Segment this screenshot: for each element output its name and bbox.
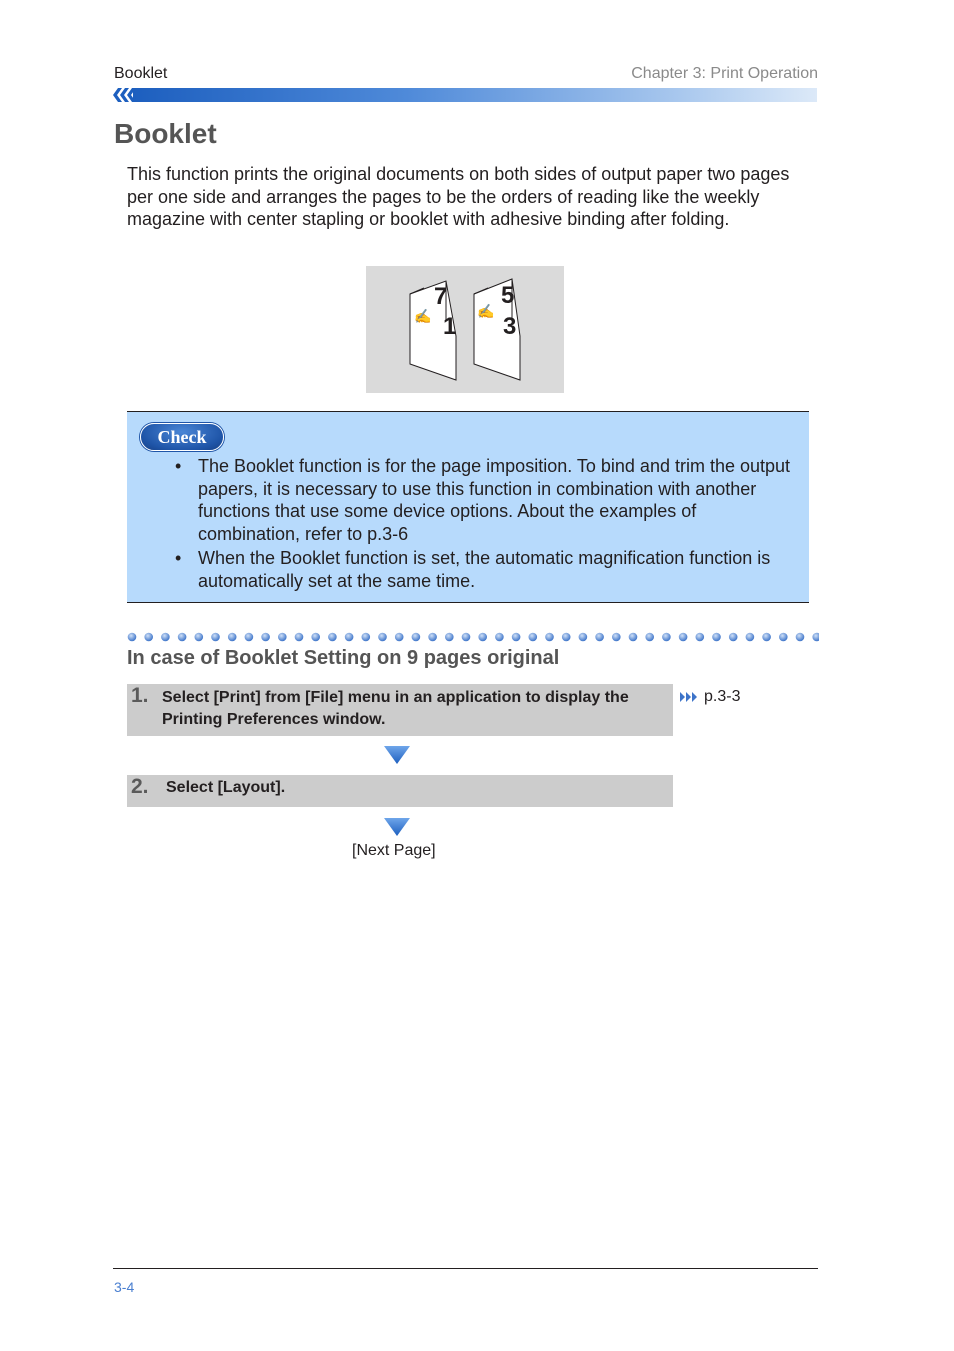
page-title: Booklet xyxy=(114,118,217,149)
divider-dot xyxy=(395,633,404,642)
sheet2-bottom-page: 3 xyxy=(503,313,517,340)
divider-dot xyxy=(428,633,437,642)
divider-dot xyxy=(195,633,204,642)
subsection-heading: In case of Booklet Setting on 9 pages original xyxy=(127,647,560,669)
divider-dot xyxy=(645,633,654,642)
step-number: 2. xyxy=(131,775,149,798)
check-item-text: When the Booklet function is set, the automatic magnification function is automatically set at the same time. xyxy=(198,548,771,591)
triple-arrow-icon xyxy=(680,691,698,703)
step-number: 1. xyxy=(131,684,149,707)
divider-dot xyxy=(796,633,805,642)
intro-paragraph: This function prints the original documents on both sides of output paper two pages per one side and arranges the pages to be the orders of reading like the weekly magazine with center stapling or booklet with adhesive binding after folding. xyxy=(127,164,790,229)
sheet1-bottom-page: 1 xyxy=(443,313,457,340)
divider-dot xyxy=(562,633,571,642)
dotted-divider xyxy=(127,631,819,643)
check-item xyxy=(173,455,798,545)
step-1 xyxy=(127,684,673,736)
sheet1-mark-icon: ✍ xyxy=(414,308,432,324)
footer-rule xyxy=(113,1268,818,1269)
down-arrow-icon xyxy=(384,746,410,764)
check-badge: Check xyxy=(140,423,224,451)
divider-dot xyxy=(161,633,170,642)
divider-dot xyxy=(629,633,638,642)
step-2 xyxy=(127,775,673,807)
divider-dot xyxy=(345,633,354,642)
divider-dot xyxy=(712,633,721,642)
folded-sheet-1 xyxy=(410,281,456,380)
divider-dot xyxy=(529,633,538,642)
divider-dot xyxy=(328,633,337,642)
sheet2-mark-icon: ✍ xyxy=(477,303,495,319)
divider-dot xyxy=(495,633,504,642)
divider-dot xyxy=(211,633,220,642)
down-arrow-icon xyxy=(384,818,410,836)
sheet1-top-page: 7 xyxy=(434,283,448,310)
divider-dot xyxy=(762,633,771,642)
reference-text[interactable]: p.3-3 xyxy=(704,688,741,705)
divider-dot xyxy=(245,633,254,642)
divider-dot xyxy=(595,633,604,642)
divider-dot xyxy=(228,633,237,642)
check-item-text: The Booklet function is for the page imposition. To bind and trim the output papers, it is necessary to use this function in combination with another functions that use some device options. About the examples of combination, refer to p.3-6 xyxy=(198,456,791,544)
divider-dot xyxy=(445,633,454,642)
bullet-icon: • xyxy=(175,548,182,568)
divider-dot xyxy=(729,633,738,642)
divider-dot xyxy=(579,633,588,642)
divider-dot xyxy=(378,633,387,642)
divider-dot xyxy=(478,633,487,642)
step-text: Select [Print] from [File] menu in an application to display the Printing Preferences window. xyxy=(162,689,629,728)
divider-dot xyxy=(812,633,819,642)
divider-dot xyxy=(178,633,187,642)
check-item xyxy=(173,547,798,592)
divider-dot xyxy=(311,633,320,642)
divider-dot xyxy=(545,633,554,642)
booklet-illustration xyxy=(366,266,564,393)
divider-dot xyxy=(412,633,421,642)
divider-dot xyxy=(679,633,688,642)
header-chapter: Chapter 3: Print Operation xyxy=(631,65,818,82)
divider-dot xyxy=(261,633,270,642)
divider-dot xyxy=(779,633,788,642)
sheet2-top-page: 5 xyxy=(501,282,515,309)
divider-dot xyxy=(662,633,671,642)
divider-dot xyxy=(746,633,755,642)
divider-dot xyxy=(362,633,371,642)
step-text: Select [Layout]. xyxy=(166,779,286,796)
divider-dot xyxy=(278,633,287,642)
check-note xyxy=(127,411,809,603)
divider-dot xyxy=(295,633,304,642)
divider-dot xyxy=(696,633,705,642)
page-number: 3-4 xyxy=(114,1279,135,1295)
divider-dot xyxy=(144,633,153,642)
divider-dot xyxy=(462,633,471,642)
header-bar xyxy=(113,88,817,102)
folded-sheet-2 xyxy=(474,279,520,380)
header-section: Booklet xyxy=(114,65,168,82)
reference-link[interactable] xyxy=(680,688,740,706)
bullet-icon: • xyxy=(175,456,182,476)
divider-dot xyxy=(612,633,621,642)
divider-dot xyxy=(512,633,521,642)
check-list xyxy=(173,455,798,594)
divider-dot xyxy=(128,633,137,642)
next-page-label[interactable]: [Next Page] xyxy=(352,842,436,859)
